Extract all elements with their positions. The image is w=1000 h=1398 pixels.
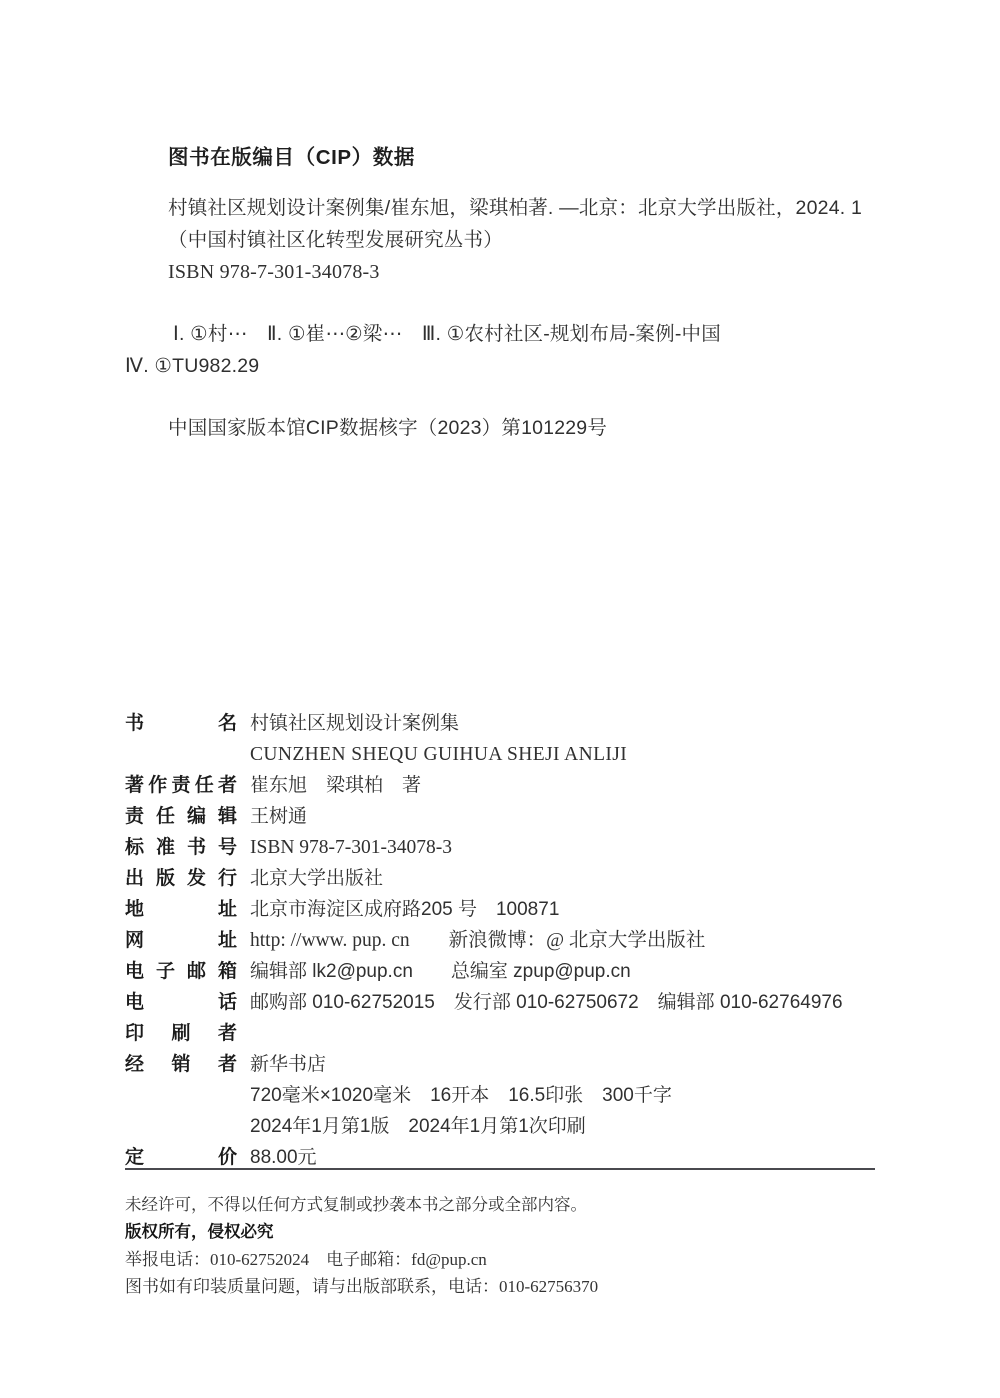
colophon-row-specs (125, 1080, 885, 1111)
colophon-value: 新华书店 (250, 1054, 327, 1075)
cip-title-line: 村镇社区规划设计案例集/崔东旭，梁琪柏著. —北京：北京大学出版社，2024. 1 (168, 197, 863, 219)
colophon-value: 720毫米×1020毫米 16开本 16.5印张 300千字 (250, 1085, 672, 1106)
colophon-row-authors (125, 770, 885, 801)
colophon-label (125, 1080, 237, 1111)
cip-classification (125, 318, 885, 382)
colophon-value: 北京市海淀区成府路205 号 100871 (250, 899, 560, 920)
colophon-value: CUNZHEN SHEQU GUIHUA SHEJI ANLIJI (250, 744, 628, 765)
colophon-label: 书名 (125, 713, 237, 734)
colophon-label: 印刷者 (125, 1023, 237, 1044)
colophon-value: 88.00元 (250, 1147, 317, 1168)
colophon-row-distributor (125, 1049, 885, 1080)
colophon-label: 出版发行 (125, 868, 237, 889)
colophon-value: 2024年1月第1版 2024年1月第1次印刷 (250, 1116, 586, 1137)
cip-heading: 图书在版编目（CIP）数据 (168, 146, 415, 169)
colophon (125, 708, 885, 1173)
colophon-label: 定价 (125, 1147, 237, 1168)
colophon-row-website (125, 925, 885, 956)
colophon-row-printer (125, 1018, 885, 1049)
colophon-row-address (125, 894, 885, 925)
colophon-label: 责任编辑 (125, 806, 237, 827)
colophon-value: 王树通 (250, 806, 308, 827)
colophon-label (125, 1111, 237, 1142)
colophon-row-title (125, 708, 885, 739)
colophon-value: ISBN 978-7-301-34078-3 (250, 837, 453, 858)
colophon-label: 地址 (125, 899, 237, 920)
colophon-label: 著作责任者 (125, 775, 237, 796)
footer-report-line: 举报电话：010-62752024 电子邮箱：fd@pup.cn (125, 1250, 487, 1269)
colophon-row-phone (125, 987, 885, 1018)
footer-notice: 未经许可，不得以任何方式复制或抄袭本书之部分或全部内容。 (125, 1196, 587, 1214)
colophon-label: 标准书号 (125, 837, 237, 858)
colophon-value: 崔东旭 梁琪柏 著 (250, 775, 422, 796)
cip-registration-line: 中国国家版本馆CIP数据核字（2023）第101229号 (168, 417, 608, 439)
colophon-label: 网址 (125, 930, 237, 951)
colophon-row-edition (125, 1111, 885, 1142)
colophon-row-publisher (125, 863, 885, 894)
colophon-label: 经销者 (125, 1054, 237, 1075)
cip-classification-line-2: Ⅳ. ①TU982.29 (125, 355, 260, 377)
colophon-label: 电话 (125, 992, 237, 1013)
cip-classification-line-1: Ⅰ. ①村⋯ Ⅱ. ①崔⋯②梁⋯ Ⅲ. ①农村社区-规划布局-案例-中国 (173, 323, 721, 345)
colophon-value: 编辑部 lk2@pup.cn 总编室 zpup@pup.cn (250, 961, 631, 982)
colophon-value: 村镇社区规划设计案例集 (250, 713, 460, 734)
colophon-value: 北京大学出版社 (250, 868, 384, 889)
footer-quality-line: 图书如有印装质量问题，请与出版部联系，电话：010-62756370 (125, 1277, 599, 1296)
colophon-value: 邮购部 010-62752015 发行部 010-62750672 编辑部 010-62764976 (250, 992, 843, 1013)
cip-series-line: （中国村镇社区化转型发展研究丛书） (168, 229, 503, 251)
colophon-label: 电子邮箱 (125, 961, 237, 982)
colophon-row-editor (125, 801, 885, 832)
colophon-value: http: //www. pup. cn 新浪微博：@ 北京大学出版社 (250, 930, 706, 951)
cip-isbn-line: ISBN 978-7-301-34078-3 (168, 261, 380, 283)
footer-divider (125, 1168, 875, 1170)
colophon-row-isbn (125, 832, 885, 863)
colophon-row-email (125, 956, 885, 987)
cip-block (125, 140, 885, 444)
footer-copyright-statement: 版权所有，侵权必究 (125, 1223, 274, 1241)
footer-notices (125, 1192, 885, 1300)
colophon-label (125, 739, 237, 770)
colophon-value (237, 1018, 885, 1049)
colophon-row-title-pinyin (125, 739, 885, 770)
